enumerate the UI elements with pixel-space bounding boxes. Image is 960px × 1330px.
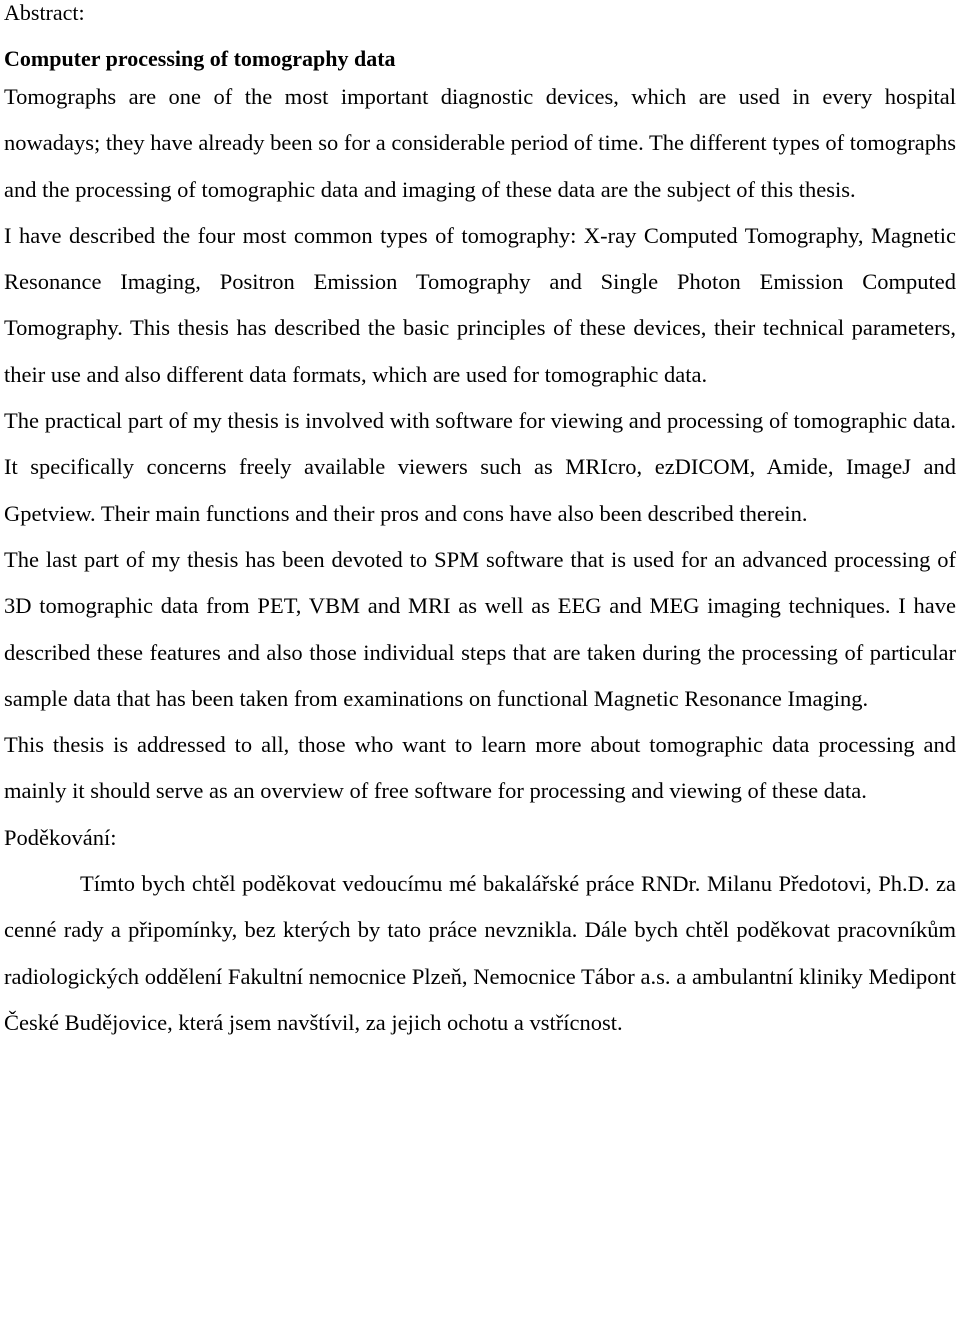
acknowledgement-label: Poděkování: (4, 824, 117, 850)
abstract-label: Abstract: (4, 0, 85, 25)
abstract-paragraph-2: I have described the four most common types of tomography: X-ray Computed Tomography, Magnetic Resonance Imaging, Positron Emission Tomography and Single Photon Emission Computed Tomography. This thesis has described the basic principles of these devices, their technical parameters, their use and also different data formats, which are used for tomographic data. (4, 222, 956, 387)
abstract-paragraph-5: This thesis is addressed to all, those who want to learn more about tomographic data processing and mainly it should serve as an overview of free software for processing and viewing of these data. (4, 732, 956, 804)
abstract-paragraph-4: The last part of my thesis has been devoted to SPM software that is used for an advanced processing of 3D tomographic data from PET, VBM and MRI as well as EEG and MEG imaging techniques. I have described these features and also those individual steps that are taken during the processing of particular sample data that has been taken from examinations on functional Magnetic Resonance Imaging. (4, 546, 956, 711)
abstract-paragraph-1: Tomographs are one of the most important diagnostic devices, which are used in every hospital nowadays; they have already been so for a considerable period of time. The different types of tomographs and the processing of tomographic data and imaging of these data are the subject of this thesis. (4, 84, 956, 202)
abstract-body (4, 74, 956, 815)
abstract-title: Computer processing of tomography data (4, 46, 396, 71)
acknowledgement-paragraph: Tímto bych chtěl poděkovat vedoucímu mé bakalářské práce RNDr. Milanu Předotovi, Ph.D. za cenné rady a připomínky, bez kterých by tato práce nevznikla. Dále bych chtěl poděkovat pracovníkům radiologických oddělení Fakultní nemocnice Plzeň, Nemocnice Tábor a.s. a ambulantní kliniky Medipont České Budějovice, která jsem navštívil, za jejich ochotu a vstřícnost. (4, 871, 956, 1035)
abstract-paragraph-3: The practical part of my thesis is involved with software for viewing and processing of tomographic data. It specifically concerns freely available viewers such as MRIcro, ezDICOM, Amide, ImageJ and Gpetview. Their main functions and their pros and cons have also been described therein. (4, 408, 956, 526)
